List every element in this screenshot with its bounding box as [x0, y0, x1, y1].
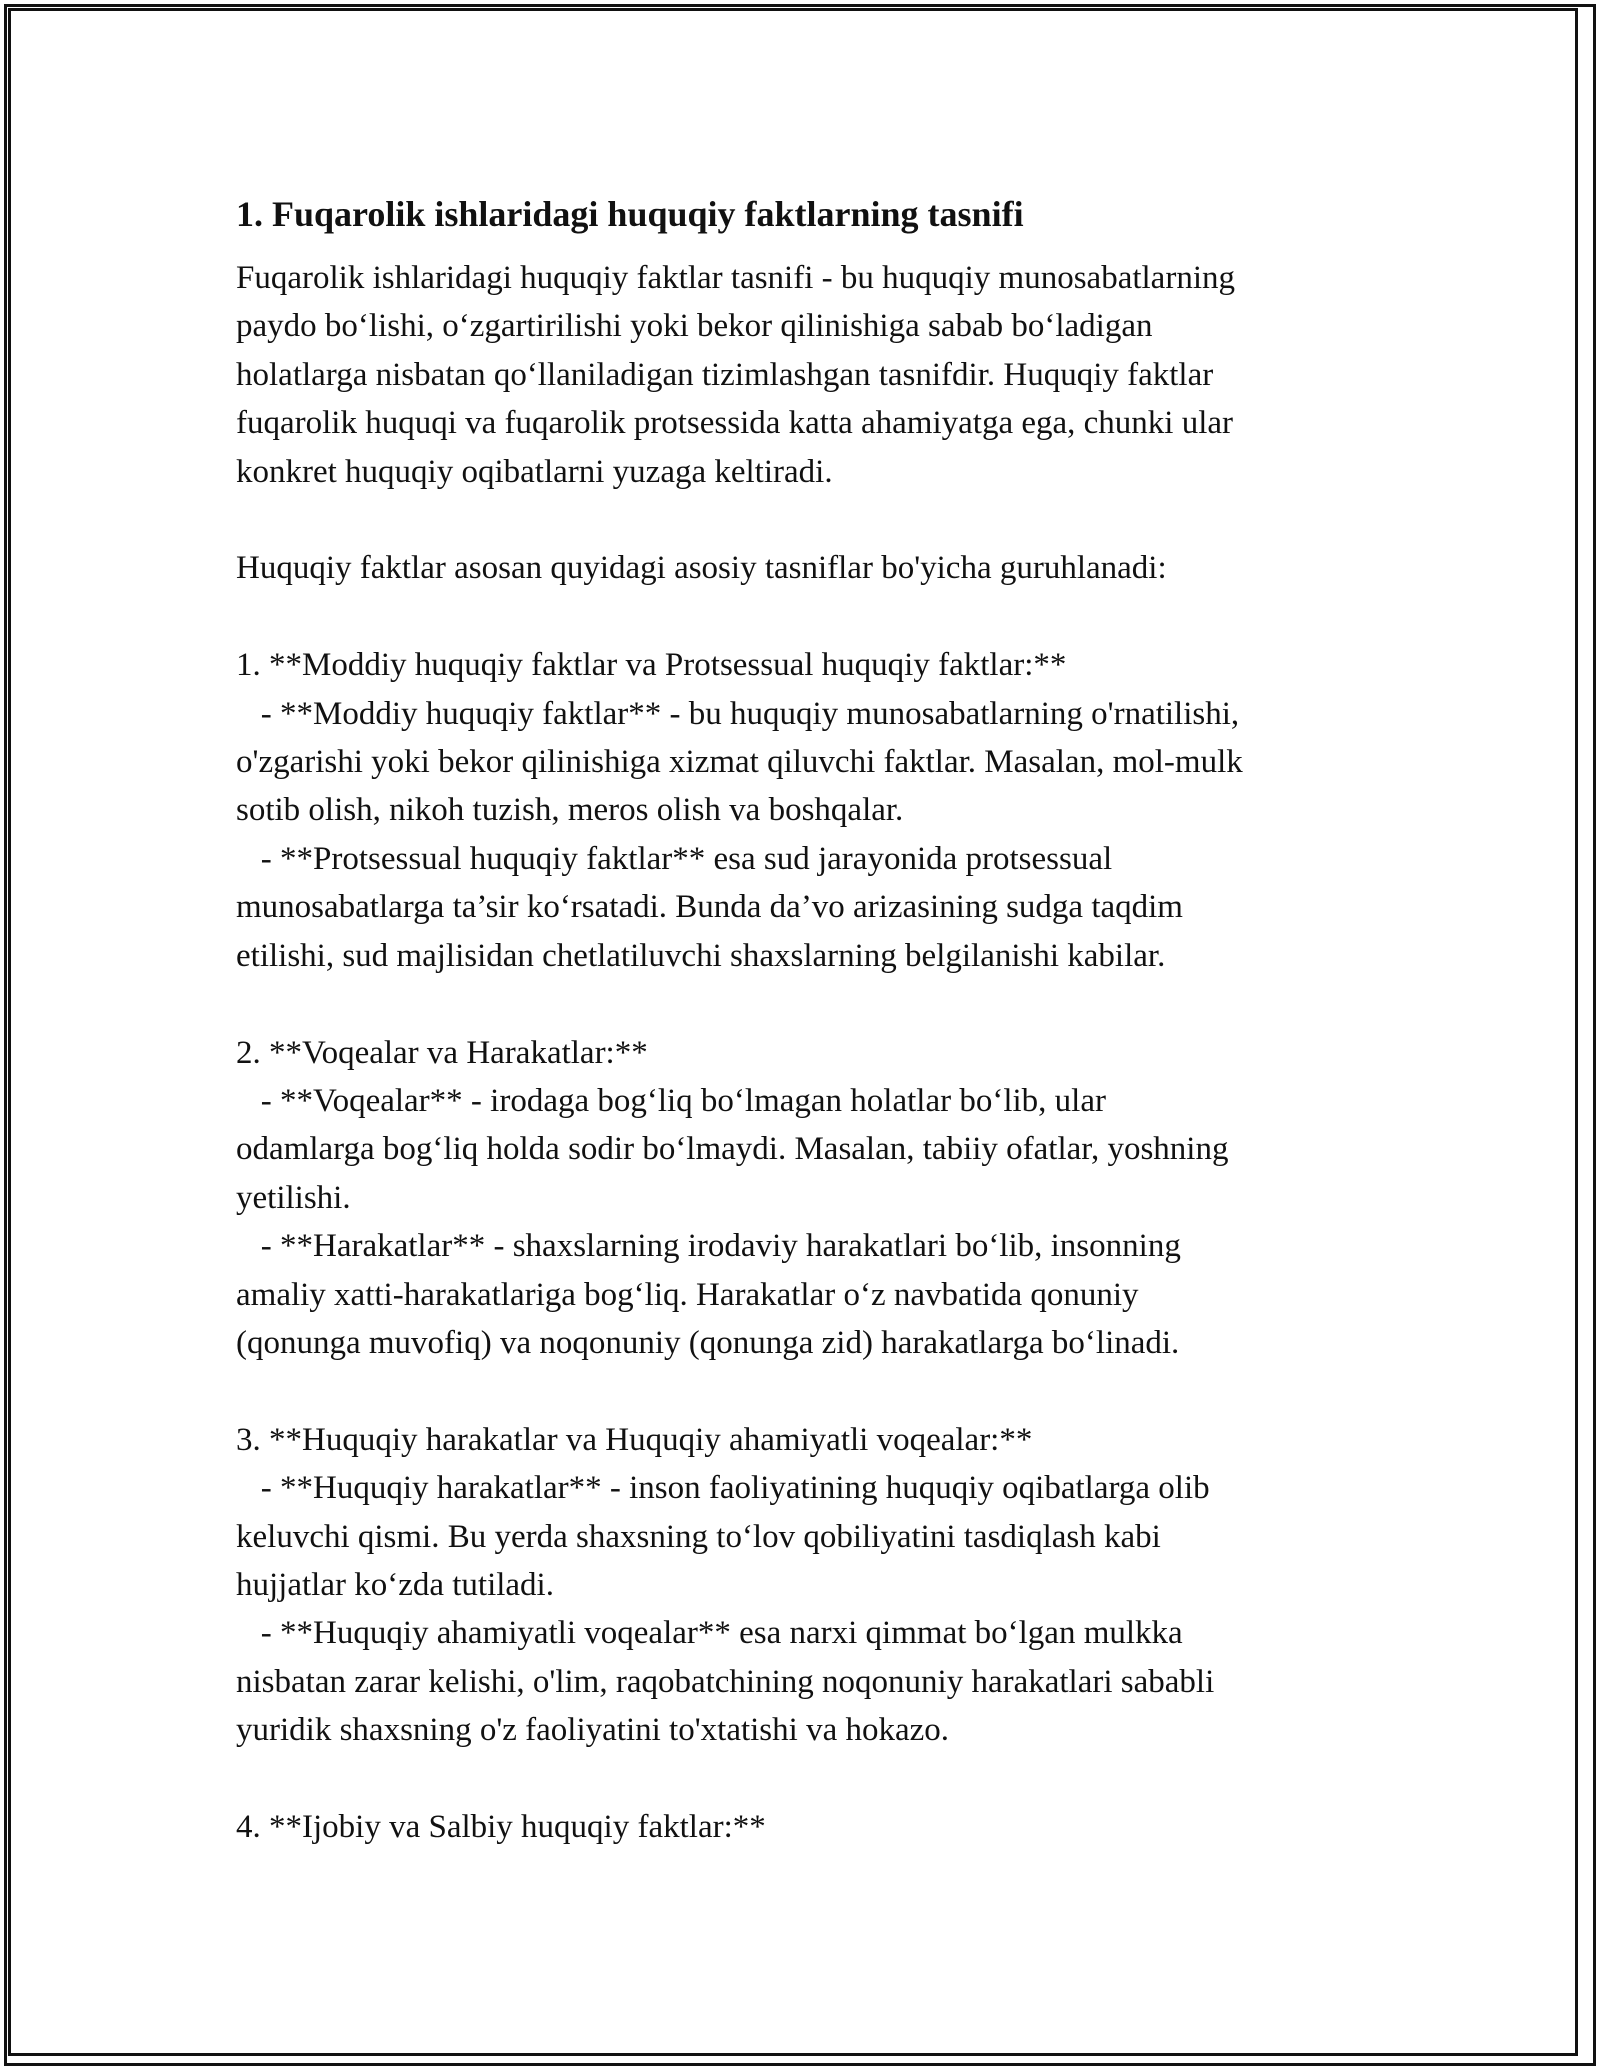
document-body	[236, 190, 1376, 1851]
section-3: 3. **Huquqiy harakatlar va Huquqiy ahamiyatli voqealar:** - **Huquqiy harakatlar** - inson faoliyatining huquqiy oqibatlarga olib keluvchi qismi. Bu yerda shaxsning to‘lov qobiliyatini tasdiqlash kabi hujjatlar ko‘zda tutiladi. - **Huquqiy ahamiyatli voqealar** esa narxi qimmat bo‘lgan mulkka nisbatan zarar kelishi, o'lim, raqobatchining noqonuniy harakatlari sababli yuridik shaxsning o'z faoliyatini to'xtatishi va hokazo.	[236, 1421, 1215, 1749]
blank-line	[236, 496, 1376, 544]
document-heading: 1. Fuqarolik ishlaridagi huquqiy faktlarning tasnifi	[236, 194, 1024, 234]
blank-line	[236, 1367, 1376, 1415]
lead-paragraph: Huquqiy faktlar asosan quyidagi asosiy tasniflar bo'yicha guruhlanadi:	[236, 550, 1167, 587]
section-1: 1. **Moddiy huquqiy faktlar va Protsessual huquqiy faktlar:** - **Moddiy huquqiy faktlar** - bu huquqiy munosabatlarning o'rnatilishi, o'zgarishi yoki bekor qilinishiga xizmat qiluvchi faktlar. Masalan, mol-mulk sotib olish, nikoh tuzish, meros olish va boshqalar. - **Protsessual huquqiy faktlar** esa sud jarayonida protsessual munosabatlarga ta’sir ko‘rsatadi. Bunda da’vo arizasining sudga taqdim etilishi, sud majlisidan chetlatiluvchi shaxslarning belgilanishi kabilar.	[236, 647, 1243, 974]
section-4: 4. **Ijobiy va Salbiy huquqiy faktlar:**	[236, 1809, 766, 1845]
blank-line	[236, 1755, 1376, 1803]
intro-paragraph: Fuqarolik ishlaridagi huquqiy faktlar tasnifi - bu huquqiy munosabatlarning paydo bo‘lishi, o‘zgartirilishi yoki bekor qilinishiga sabab bo‘ladigan holatlarga nisbatan qo‘llaniladigan tizimlashgan tasnifdir. Huquqiy faktlar fuqarolik huquqi va fuqarolik protsessida katta ahamiyatga ega, chunki ular konkret huquqiy oqibatlarni yuzaga keltiradi.	[236, 260, 1235, 490]
blank-line	[236, 593, 1376, 641]
section-2: 2. **Voqealar va Harakatlar:** - **Voqealar** - irodaga bog‘liq bo‘lmagan holatlar bo‘lib, ular odamlarga bog‘liq holda sodir bo‘lmaydi. Masalan, tabiiy ofatlar, yoshning yetilishi. - **Harakatlar** - shaxslarning irodaviy harakatlari bo‘lib, insonning amaliy xatti-harakatlariga bog‘liq. Harakatlar o‘z navbatida qonuniy (qonunga muvofiq) va noqonuniy (qonunga zid) harakatlarga bo‘linadi.	[236, 1034, 1229, 1361]
blank-line	[236, 980, 1376, 1028]
